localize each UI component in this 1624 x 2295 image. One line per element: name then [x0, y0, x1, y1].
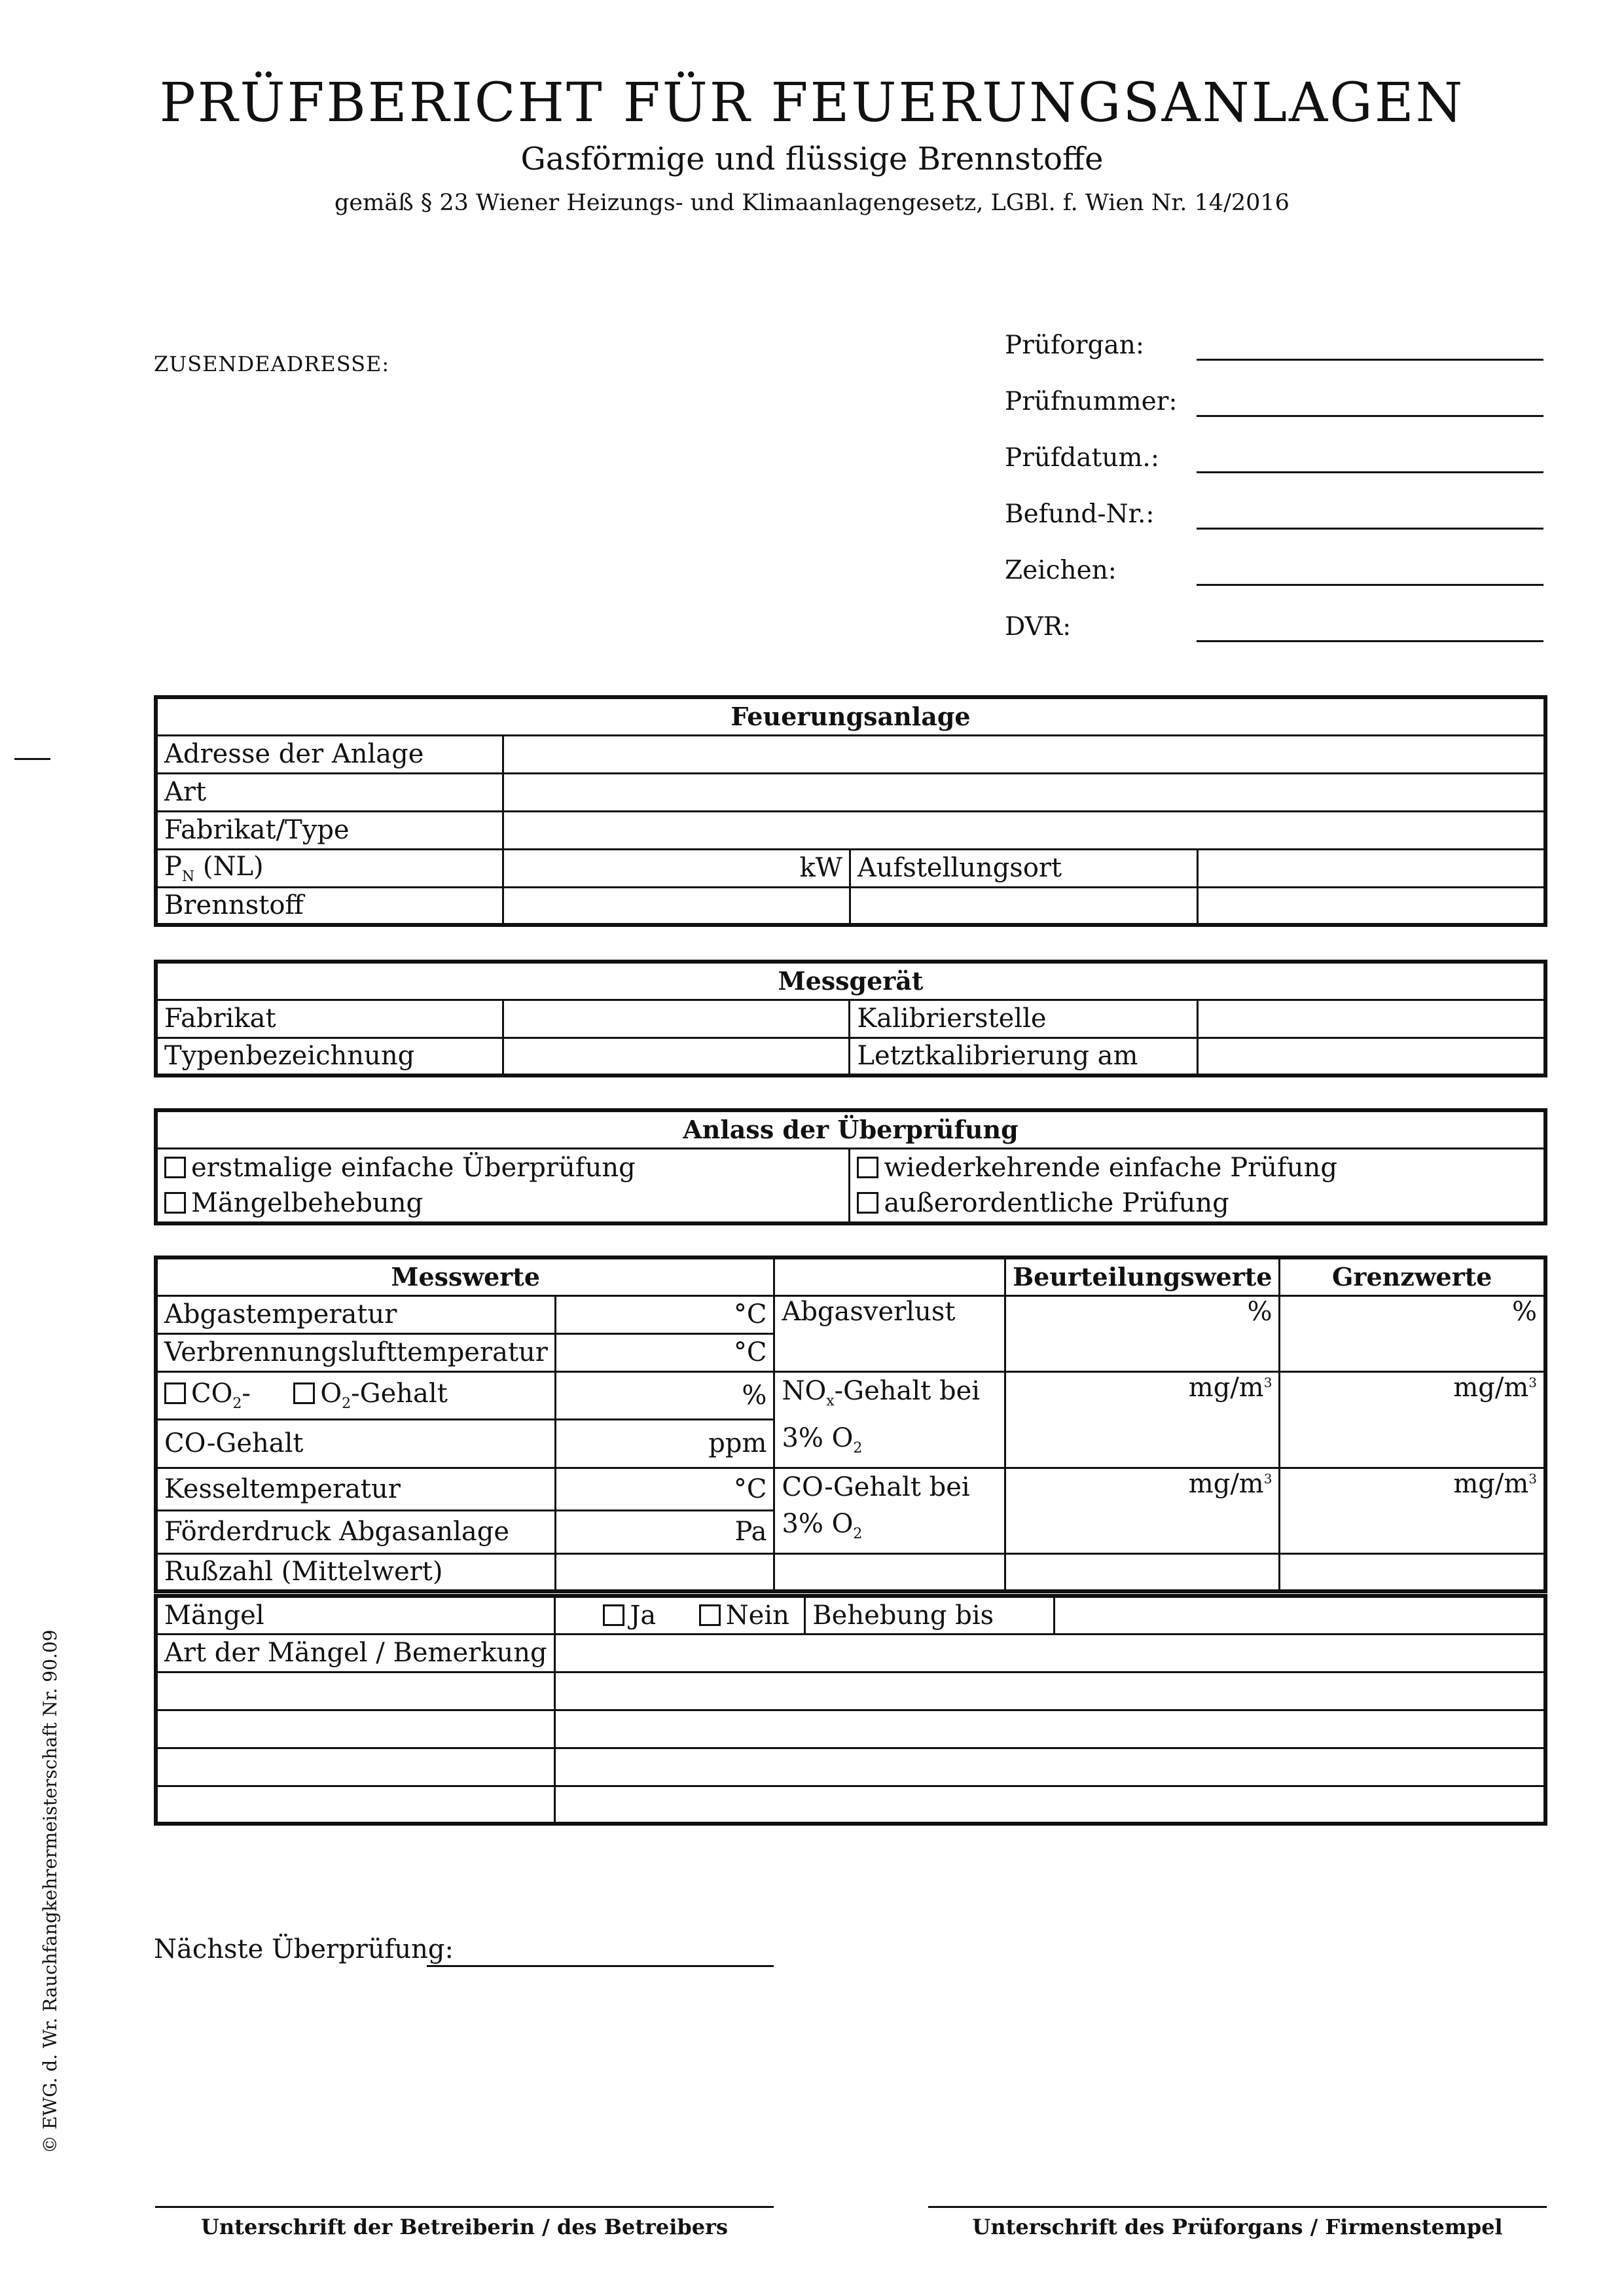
- co-bei-beurteilung-input[interactable]: [1005, 1468, 1280, 1553]
- nox-grenz-unit: mg/m: [1453, 1372, 1529, 1403]
- maengel-label: Mängel: [156, 1596, 554, 1634]
- option-wiederkehrend-label: wiederkehrende einfache Prüfung: [884, 1152, 1337, 1183]
- bemerkung-label-blank-4: [156, 1748, 554, 1786]
- messgeraet-fabrikat-input[interactable]: [503, 1000, 850, 1038]
- nox-symbol: NO: [782, 1375, 827, 1406]
- prufnummer-label: Prüfnummer:: [1005, 387, 1178, 416]
- anlass-right-options: [850, 1148, 1545, 1223]
- letztkalibrierung-label: Letztkalibrierung am: [850, 1038, 1198, 1075]
- bemerkung-row-2[interactable]: [554, 1672, 1545, 1710]
- verbrennungsluft-unit: °C: [733, 1337, 767, 1367]
- prufnummer-field[interactable]: [1005, 387, 1548, 443]
- letztkalibrierung-input[interactable]: [1197, 1038, 1545, 1075]
- feuerungsanlage-table: [154, 695, 1547, 927]
- naechste-pruefung-label: Nächste Überprüfung:: [154, 1934, 454, 1964]
- kesseltemperatur-unit: °C: [733, 1473, 767, 1504]
- russzahl-label: Rußzahl (Mittelwert): [156, 1553, 555, 1591]
- dvr-field[interactable]: [1005, 612, 1548, 668]
- typenbezeichnung-label: Typenbezeichnung: [156, 1038, 503, 1075]
- co-bei-beurteilung-unit-sup: 3: [1263, 1470, 1272, 1487]
- prufdatum-label: Prüfdatum.:: [1005, 443, 1159, 473]
- befund-line[interactable]: [1197, 528, 1543, 530]
- messwerte-blank-heading: [774, 1257, 1005, 1295]
- dvr-label: DVR:: [1005, 612, 1072, 642]
- befund-field[interactable]: [1005, 499, 1548, 556]
- checkbox-nein[interactable]: [699, 1604, 721, 1626]
- pn-symbol: P: [164, 851, 182, 882]
- co-bei-grenz-input[interactable]: [1280, 1468, 1545, 1553]
- nox-subscript: x: [826, 1392, 835, 1409]
- nox-suffix: -Gehalt bei: [834, 1375, 981, 1406]
- co-gehalt-unit: ppm: [708, 1428, 767, 1459]
- co2-o2-unit: %: [742, 1380, 767, 1411]
- kw-unit: kW: [799, 853, 842, 883]
- o2-subscript: 2: [342, 1396, 352, 1413]
- brennstoff-label: Brennstoff: [156, 887, 503, 925]
- russzahl-blank-3: [1280, 1553, 1545, 1591]
- verbrennungsluft-input[interactable]: [555, 1333, 774, 1371]
- messgeraet-fabrikat-label: Fabrikat: [156, 1000, 503, 1038]
- co2-o2-input[interactable]: [555, 1371, 774, 1420]
- ja-label: Ja: [630, 1600, 657, 1631]
- kalibrierstelle-input[interactable]: [1197, 1000, 1545, 1038]
- co2-dash: -: [242, 1379, 251, 1409]
- meta-fields: [1005, 331, 1548, 668]
- nox-reference-subscript: 2: [853, 1439, 863, 1456]
- prufdatum-field[interactable]: [1005, 443, 1548, 499]
- checkbox-erstmalig[interactable]: [164, 1157, 186, 1178]
- signature-label-operator: Unterschrift der Betreiberin / des Betreibers: [201, 2214, 728, 2239]
- behebung-label: Behebung bis: [805, 1596, 1055, 1634]
- behebung-input[interactable]: [1055, 1596, 1545, 1634]
- kesseltemperatur-label: Kesseltemperatur: [156, 1468, 555, 1511]
- nox-beurteilung-unit-sup: 3: [1263, 1374, 1272, 1390]
- russzahl-input[interactable]: [555, 1553, 774, 1591]
- art-maengel-label: Art der Mängel / Bemerkung: [156, 1634, 554, 1672]
- fabrikat-type-label: Fabrikat/Type: [156, 811, 503, 849]
- messwerte-table: [154, 1256, 1547, 1593]
- adresse-label: Adresse der Anlage: [156, 735, 503, 773]
- nox-line-1: [782, 1373, 998, 1420]
- pruforgan-label: Prüforgan:: [1005, 331, 1145, 360]
- bemerkung-label-blank-5: [156, 1786, 554, 1824]
- abgasverlust-grenz-unit: %: [1511, 1296, 1537, 1327]
- nox-reference: 3% O: [782, 1422, 854, 1453]
- option-maengelbehebung-label: Mängelbehebung: [191, 1187, 424, 1218]
- pruforgan-field[interactable]: [1005, 331, 1548, 387]
- adresse-input[interactable]: [503, 735, 1545, 773]
- o2-symbol: O: [320, 1379, 342, 1409]
- zeichen-line[interactable]: [1197, 584, 1543, 586]
- nox-line-2: [782, 1420, 998, 1467]
- foerderdruck-input[interactable]: [555, 1511, 774, 1554]
- pn-input[interactable]: [503, 849, 850, 887]
- art-input[interactable]: [503, 773, 1545, 811]
- co2-o2-label: [156, 1371, 555, 1420]
- co-gehalt-label: CO-Gehalt: [156, 1420, 555, 1468]
- verbrennungsluft-label: Verbrennungslufttemperatur: [156, 1333, 555, 1371]
- option-erstmalig-label: erstmalige einfache Überprüfung: [191, 1152, 636, 1183]
- legal-reference: gemäß § 23 Wiener Heizungs- und Klimaanlagengesetz, LGBl. f. Wien Nr. 14/2016: [334, 190, 1290, 216]
- bemerkung-row-4[interactable]: [554, 1748, 1545, 1786]
- abgasverlust-beurteilung-unit: %: [1247, 1296, 1272, 1327]
- co2-subscript: 2: [232, 1396, 242, 1413]
- zeichen-field[interactable]: [1005, 556, 1548, 612]
- checkbox-ja[interactable]: [603, 1604, 624, 1626]
- bemerkung-row-5[interactable]: [554, 1786, 1545, 1824]
- fold-mark: [14, 758, 50, 760]
- dvr-line[interactable]: [1197, 640, 1543, 642]
- option-ausserordentlich-label: außerordentliche Prüfung: [884, 1187, 1229, 1218]
- befund-label: Befund-Nr.:: [1005, 499, 1155, 529]
- bemerkung-label-blank-2: [156, 1672, 554, 1710]
- zeichen-label: Zeichen:: [1005, 556, 1117, 585]
- co-bei-reference-subscript: 2: [853, 1525, 863, 1542]
- checkbox-maengelbehebung[interactable]: [164, 1192, 186, 1214]
- typenbezeichnung-input[interactable]: [503, 1038, 850, 1075]
- checkbox-co2[interactable]: [164, 1382, 186, 1404]
- anlass-heading: Anlass der Überprüfung: [156, 1110, 1545, 1148]
- maengel-table: [154, 1594, 1547, 1826]
- beurteilungswerte-heading: Beurteilungswerte: [1005, 1257, 1280, 1295]
- option-wiederkehrend[interactable]: [857, 1150, 1537, 1185]
- messgeraet-heading: Messgerät: [156, 962, 1545, 1000]
- brennstoff-input-2[interactable]: [850, 887, 1197, 925]
- brennstoff-input[interactable]: [503, 887, 850, 925]
- russzahl-blank-1: [774, 1553, 1005, 1591]
- maengel-ja-nein: [554, 1596, 805, 1634]
- checkbox-ausserordentlich[interactable]: [857, 1192, 878, 1214]
- grenzwerte-heading: Grenzwerte: [1280, 1257, 1545, 1295]
- nox-grenz-unit-sup: 3: [1528, 1374, 1537, 1390]
- art-label: Art: [156, 773, 503, 811]
- pn-label: [156, 849, 503, 887]
- prufnummer-line[interactable]: [1197, 415, 1543, 417]
- anlass-left-options: [156, 1148, 850, 1223]
- co-bei-grenz-unit: mg/m: [1453, 1468, 1529, 1499]
- brennstoff-input-3[interactable]: [1197, 887, 1545, 925]
- nox-beurteilung-unit: mg/m: [1188, 1372, 1264, 1403]
- kesseltemperatur-input[interactable]: [555, 1468, 774, 1511]
- co-bei-beurteilung-unit: mg/m: [1188, 1468, 1264, 1499]
- option-maengelbehebung[interactable]: [164, 1185, 842, 1221]
- copyright-note: © EWG. d. Wr. Rauchfangkehrermeisterschaft Nr. 90.09: [39, 1629, 61, 2154]
- abgastemperatur-unit: °C: [733, 1299, 767, 1329]
- co-bei-grenz-unit-sup: 3: [1528, 1470, 1537, 1487]
- aufstellungsort-label: Aufstellungsort: [850, 849, 1197, 887]
- page-subtitle: Gasförmige und flüssige Brennstoffe: [520, 141, 1104, 177]
- nein-label: Nein: [725, 1600, 789, 1631]
- address-label: ZUSENDEADRESSE:: [154, 352, 390, 376]
- abgasverlust-grenz-input[interactable]: [1280, 1295, 1545, 1371]
- abgasverlust-beurteilung-input[interactable]: [1005, 1295, 1280, 1371]
- abgastemperatur-input[interactable]: [555, 1295, 774, 1333]
- bemerkung-label-blank-3: [156, 1710, 554, 1748]
- feuerungsanlage-heading: Feuerungsanlage: [156, 697, 1545, 735]
- foerderdruck-unit: Pa: [734, 1517, 767, 1547]
- kalibrierstelle-label: Kalibrierstelle: [850, 1000, 1198, 1038]
- nox-label: [774, 1371, 1005, 1468]
- checkbox-o2[interactable]: [293, 1382, 315, 1404]
- abgastemperatur-label: Abgastemperatur: [156, 1295, 555, 1333]
- abgasverlust-label: Abgasverlust: [774, 1295, 1005, 1371]
- aufstellungsort-input[interactable]: [1197, 849, 1545, 887]
- pn-suffix: (NL): [194, 851, 264, 882]
- signature-line-operator[interactable]: [155, 2206, 774, 2208]
- signature-line-inspector[interactable]: [928, 2206, 1547, 2208]
- co-gehalt-input[interactable]: [555, 1420, 774, 1468]
- co-bei-reference: 3% O: [782, 1508, 854, 1539]
- anlass-table: [154, 1108, 1547, 1225]
- option-ausserordentlich[interactable]: [857, 1185, 1537, 1221]
- russzahl-blank-2: [1005, 1553, 1280, 1591]
- prufdatum-line[interactable]: [1197, 471, 1543, 473]
- messgeraet-table: [154, 960, 1547, 1077]
- nox-grenz-input[interactable]: [1280, 1371, 1545, 1468]
- page-title: PRÜFBERICHT FÜR FEUERUNGSANLAGEN: [159, 72, 1465, 134]
- pn-subscript: N: [181, 868, 195, 885]
- option-erstmalig[interactable]: [164, 1150, 842, 1185]
- fabrikat-type-input[interactable]: [503, 811, 1545, 849]
- foerderdruck-label: Förderdruck Abgasanlage: [156, 1511, 555, 1554]
- nox-beurteilung-input[interactable]: [1005, 1371, 1280, 1468]
- co-bei-label: [774, 1468, 1005, 1553]
- co-bei-line-2: [782, 1506, 998, 1553]
- checkbox-wiederkehrend[interactable]: [857, 1157, 878, 1178]
- naechste-pruefung-line[interactable]: [427, 1965, 774, 1967]
- signature-label-inspector: Unterschrift des Prüforgans / Firmenstempel: [972, 2214, 1503, 2239]
- bemerkung-row-1[interactable]: [554, 1634, 1545, 1672]
- messwerte-heading: Messwerte: [156, 1257, 774, 1295]
- o2-suffix: -Gehalt: [351, 1379, 448, 1409]
- bemerkung-row-3[interactable]: [554, 1710, 1545, 1748]
- co2-symbol: CO: [191, 1379, 233, 1409]
- co-bei-line-1: CO-Gehalt bei: [782, 1472, 970, 1502]
- pruforgan-line[interactable]: [1197, 359, 1543, 361]
